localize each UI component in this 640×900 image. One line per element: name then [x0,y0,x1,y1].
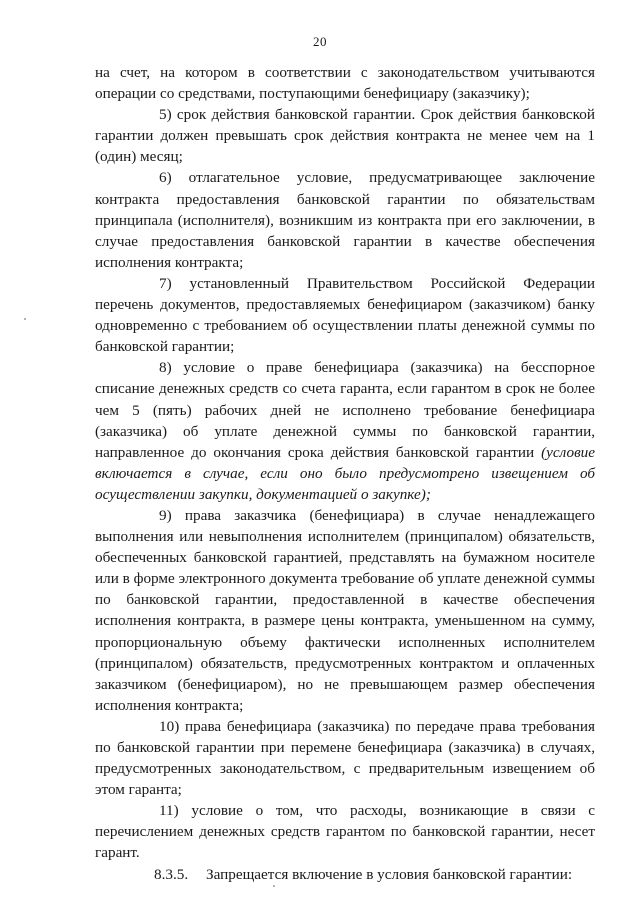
document-body [95,62,595,885]
paragraph-text: на счет, на котором в соответствии с законодательством учитываются операции со средствами, поступающими бенефициару (заказчику); [95,64,595,103]
list-item-11 [95,800,595,863]
list-item-10 [95,716,595,800]
list-item-6 [95,167,595,272]
italic-note: (условие включается в случае, если оно было предусмотрено извещением об осуществлении закупки, документацией о закупке); [95,443,595,503]
list-item-7 [95,273,595,357]
clause-text: Запрещается включение в условия банковской гарантии: [206,865,573,883]
page-number: 20 [313,34,327,49]
list-item-5 [95,104,595,167]
list-item-9 [95,505,595,716]
scan-speck [24,318,26,320]
paragraph-continuation [95,62,595,104]
paragraph-text: 6) отлагательное условие, предусматривающее заключение контракта предоставления банковской гарантии по обязательствам принципала (исполнителя), возникшим из контракта при его заключении, в случае предоставления банковской гарантии в качестве обеспечения исполнения контракта; [95,169,595,271]
paragraph-text: 7) установленный Правительством Российской Федерации перечень документов, предоставляемых бенефициаром (заказчиком) банку одновременно с требованием об осуществлении платы денежной суммы по банковской гарантии; [95,274,595,356]
paragraph-text: 10) права бенефициара (заказчика) по передаче права требования по банковской гарантии при перемене бенефициара (заказчика) в случаях, предусмотренных законодательством, с предварительным извещением об этом гаранта; [95,717,595,799]
paragraph-text: 11) условие о том, что расходы, возникающие в связи с перечислением денежных средств гарантом по банковской гарантии, несет гарант. [95,802,595,862]
scan-speck [273,885,275,887]
clause-number: 8.3.5. [154,865,189,883]
clause-8-3-5 [95,864,595,885]
paragraph-text: 8) условие о праве бенефициара (заказчика) на бесспорное списание денежных средств со счета гаранта, если гарантом в срок не более чем 5 (пять) рабочих дней не исполнено требование бенефициара (заказчика) об уплате денежной суммы по банковской гарантии, направленное до окончания срока действия банковской гарантии [95,359,595,461]
paragraph-text: 5) срок действия банковской гарантии. Срок действия банковской гарантии должен превышать срок действия контракта не менее чем на 1 (один) месяц; [95,106,595,166]
list-item-8 [95,357,595,505]
paragraph-text: 9) права заказчика (бенефициара) в случае ненадлежащего выполнения или невыполнения исполнителем (принципалом) обязательств, обеспеченных банковской гарантией, представлять на бумажном носителе или в форме электронного документа требование об уплате денежной суммы по банковской гарантии, предоставленной в качестве обеспечения исполнения контракта, в размере цены контракта, уменьшенном на сумму, пропорциональную объему фактически исполненных исполнителем (принципалом) обязательств, предусмотренных контрактом и оплаченных заказчиком (бенефициаром), но не превышающем размер обеспечения исполнения контракта; [95,506,595,714]
